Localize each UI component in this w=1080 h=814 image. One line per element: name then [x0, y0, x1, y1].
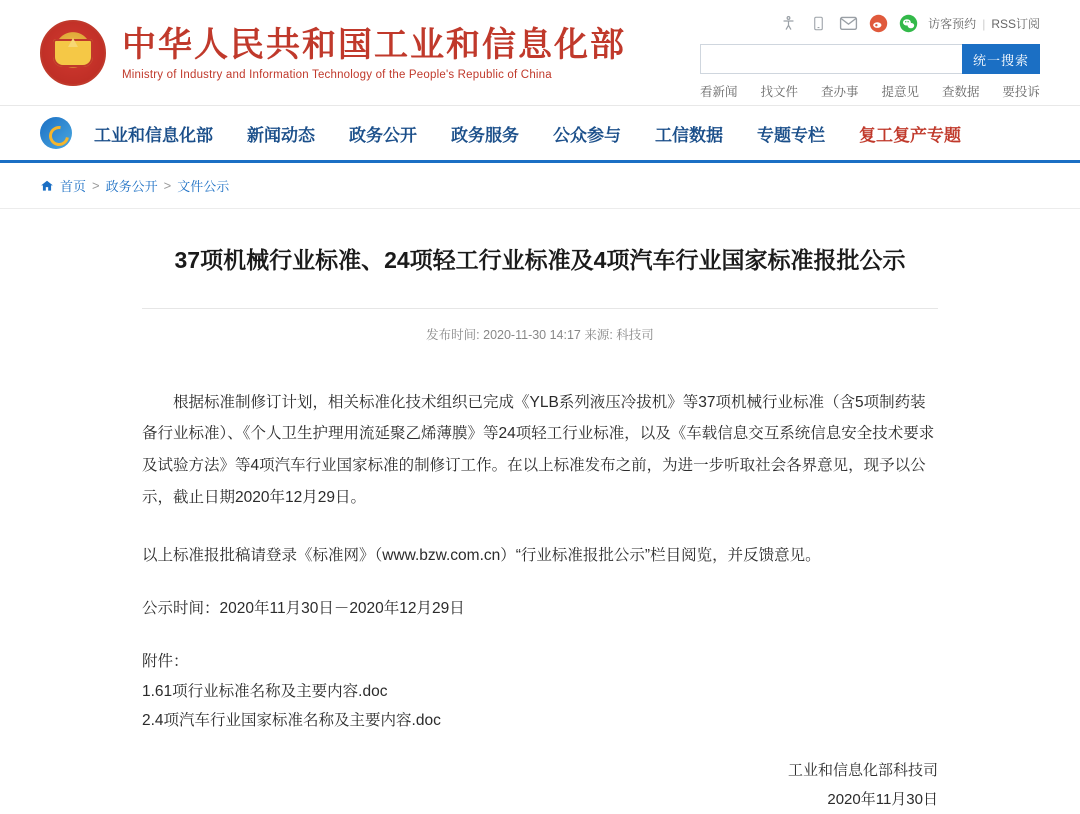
nav-item-public-participation[interactable]: 公众参与 [553, 125, 621, 145]
accessibility-icon[interactable] [778, 13, 798, 33]
home-icon [40, 179, 54, 193]
nav-item-government-affairs[interactable]: 政务公开 [349, 125, 417, 145]
attachment-label: 附件： [142, 653, 189, 671]
breadcrumb-item-document-notice[interactable]: 文件公示 [177, 179, 230, 194]
attachment-section [142, 647, 938, 735]
attachment-item-2[interactable]: 2.4项汽车行业国家标准名称及主要内容.doc [142, 711, 441, 729]
quick-link-4[interactable]: 查数据 [941, 85, 980, 99]
visitor-booking-link[interactable]: 访客预约 [928, 16, 977, 31]
nav-item-special-topics[interactable]: 专题专栏 [757, 125, 825, 145]
utility-links [928, 15, 1040, 32]
search-input[interactable] [700, 44, 962, 74]
breadcrumb-bar [0, 163, 1080, 209]
nav-item-resume-work[interactable]: 复工复产专题 [859, 125, 961, 145]
wechat-icon[interactable] [898, 13, 918, 33]
quick-link-0[interactable]: 看新闻 [700, 85, 738, 99]
site-header [0, 0, 1080, 105]
quick-links [700, 82, 1040, 100]
article-paragraph-1: 根据标准制修订计划，相关标准化技术组织已完成《YLB系列液压冷拔机》等37项机械行业标准（含5项制药装备行业标准）、《个人卫生护理用流延聚乙烯薄膜》等24项轻工行业标准，以及《车载信息交互系统信息安全技术要求及试验方法》等4项汽车行业国家标准的制修订工作。在以上标准发布之前，为进一步听取社会各界意见，现予以公示，截止日期2020年12月29日。 [142, 393, 935, 506]
nav-item-news[interactable]: 新闻动态 [247, 125, 315, 145]
page-title: 37项机械行业标准、24项轻工行业标准及4项汽车行业国家标准报批公示 [174, 247, 906, 273]
article-signature [126, 735, 954, 814]
utility-bar [700, 10, 1040, 36]
national-emblem-icon [40, 20, 106, 86]
org-name-en: Ministry of Industry and Information Technology of the People's Republic of China [122, 68, 552, 81]
nav-item-industry-data[interactable]: 工信数据 [655, 125, 723, 145]
header-right-panel [700, 10, 1040, 100]
breadcrumb-item-home[interactable]: 首页 [60, 179, 87, 194]
quick-link-1[interactable]: 找文件 [760, 85, 798, 99]
brand-text [122, 24, 626, 81]
breadcrumb-item-government-affairs[interactable]: 政务公开 [105, 179, 158, 194]
org-name-cn: 中华人民共和国工业和信息化部 [122, 26, 626, 65]
article-body [126, 343, 954, 736]
quick-link-2[interactable]: 查办事 [820, 85, 859, 99]
article-meta: 发布时间: 2020-11-30 14:17 来源: 科技司 [426, 327, 654, 342]
mail-icon[interactable] [838, 13, 858, 33]
signature-date: 2020年11月30日 [827, 790, 938, 808]
rss-link[interactable]: RSS订阅 [991, 16, 1040, 31]
utility-separator: | [982, 16, 986, 31]
nav-items [94, 121, 961, 146]
breadcrumb-separator-2: > [163, 178, 172, 193]
signature-org: 工业和信息化部科技司 [787, 762, 938, 780]
nav-item-government-services[interactable]: 政务服务 [451, 125, 519, 145]
nav-item-ministry[interactable]: 工业和信息化部 [94, 125, 213, 145]
attachment-item-1[interactable]: 1.61项行业标准名称及主要内容.doc [142, 682, 388, 700]
quick-link-3[interactable]: 提意见 [881, 85, 919, 99]
quick-link-5[interactable]: 要投诉 [1002, 85, 1040, 99]
main-navigation [0, 105, 1080, 163]
search-bar [700, 44, 1040, 74]
article [126, 209, 954, 814]
miit-logo-icon[interactable] [40, 117, 72, 149]
mobile-phone-icon[interactable] [808, 13, 828, 33]
weibo-icon[interactable] [868, 13, 888, 33]
breadcrumb [40, 176, 229, 195]
search-button[interactable]: 统一搜索 [962, 44, 1040, 74]
site-brand[interactable] [40, 20, 626, 86]
article-paragraph-3: 公示时间：2020年11月30日－2020年12月29日 [142, 600, 465, 618]
article-paragraph-2: 以上标准报批稿请登录《标准网》（www.bzw.com.cn）“行业标准报批公示”栏目阅览，并反馈意见。 [142, 546, 821, 564]
breadcrumb-separator-1: > [92, 178, 100, 193]
